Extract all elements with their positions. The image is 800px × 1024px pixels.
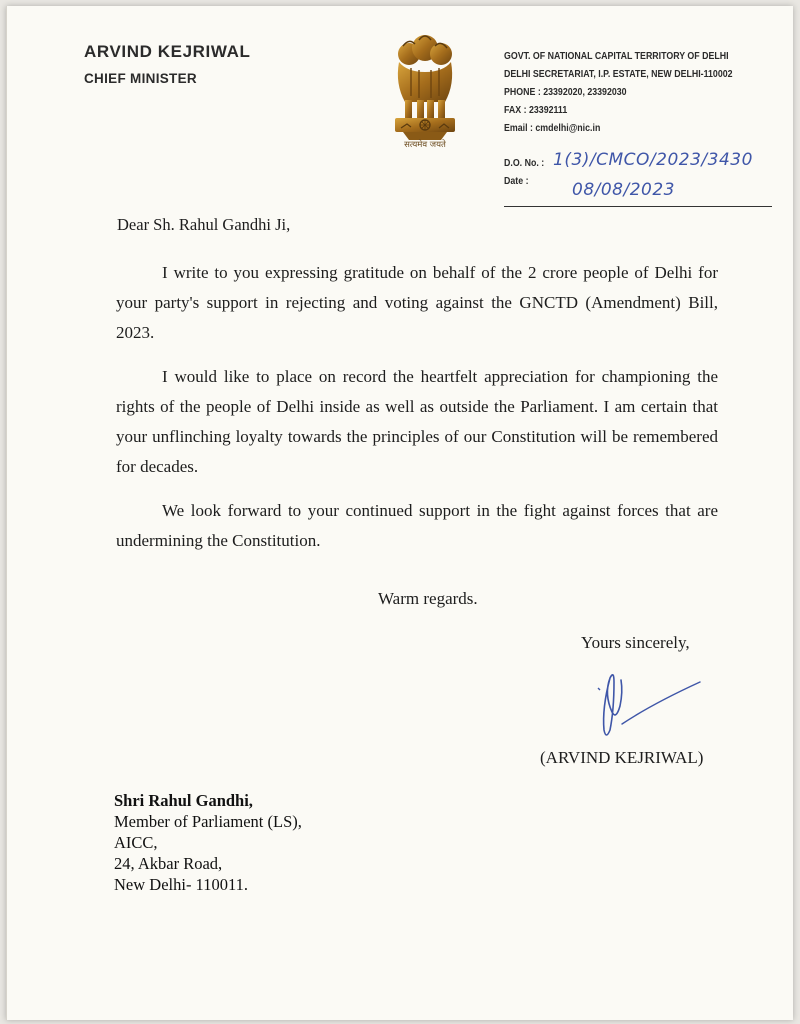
date-value: 08/08/2023	[572, 180, 675, 200]
letter-page	[6, 6, 793, 1020]
date-label: Date :	[504, 175, 529, 187]
fax-line: FAX : 23392111	[504, 104, 568, 116]
recipient-address-block	[114, 790, 302, 895]
header-divider	[504, 206, 772, 207]
address-line: DELHI SECRETARIAT, I.P. ESTATE, NEW DELHI-110002	[504, 68, 733, 80]
office-address	[504, 47, 733, 137]
email-line: Email : cmdelhi@nic.in	[504, 122, 601, 134]
recipient-line: Member of Parliament (LS),	[114, 812, 302, 831]
do-number-value: 1(3)/CMCO/2023/3430	[553, 150, 753, 170]
address-line: GOVT. OF NATIONAL CAPITAL TERRITORY OF DELHI	[504, 50, 729, 62]
national-emblem-icon	[387, 34, 463, 156]
sender-title: CHIEF MINISTER	[84, 71, 197, 86]
letter-paragraph: I write to you expressing gratitude on behalf of the 2 crore people of Delhi for your party's support in rejecting and voting against the GNCTD (Amendment) Bill, 2023.	[116, 263, 718, 342]
letter-paragraph: We look forward to your continued support in the fight against forces that are undermining the Constitution.	[116, 501, 718, 550]
recipient-line: 24, Akbar Road,	[114, 854, 223, 873]
handwritten-signature-icon	[592, 668, 712, 746]
closing-regards: Warm regards.	[378, 589, 478, 608]
recipient-line: AICC,	[114, 833, 158, 852]
do-number-label: D.O. No. :	[504, 157, 545, 169]
salutation: Dear Sh. Rahul Gandhi Ji,	[117, 215, 291, 234]
emblem-motto: सत्यमेव जयते	[404, 140, 446, 150]
recipient-line: New Delhi- 110011.	[114, 875, 248, 894]
recipient-name: Shri Rahul Gandhi,	[114, 791, 253, 810]
phone-line: PHONE : 23392020, 23392030	[504, 86, 627, 98]
sender-name: ARVIND KEJRIWAL	[84, 42, 251, 61]
sign-off: Yours sincerely,	[581, 633, 690, 652]
signer-name: (ARVIND KEJRIWAL)	[540, 748, 704, 767]
letter-paragraph: I would like to place on record the heartfelt appreciation for championing the rights of the people of Delhi inside as well as outside the Parliament. I am certain that your unflinching loyalty towards the principles of our Constitution will be remembered for decades.	[116, 367, 718, 476]
